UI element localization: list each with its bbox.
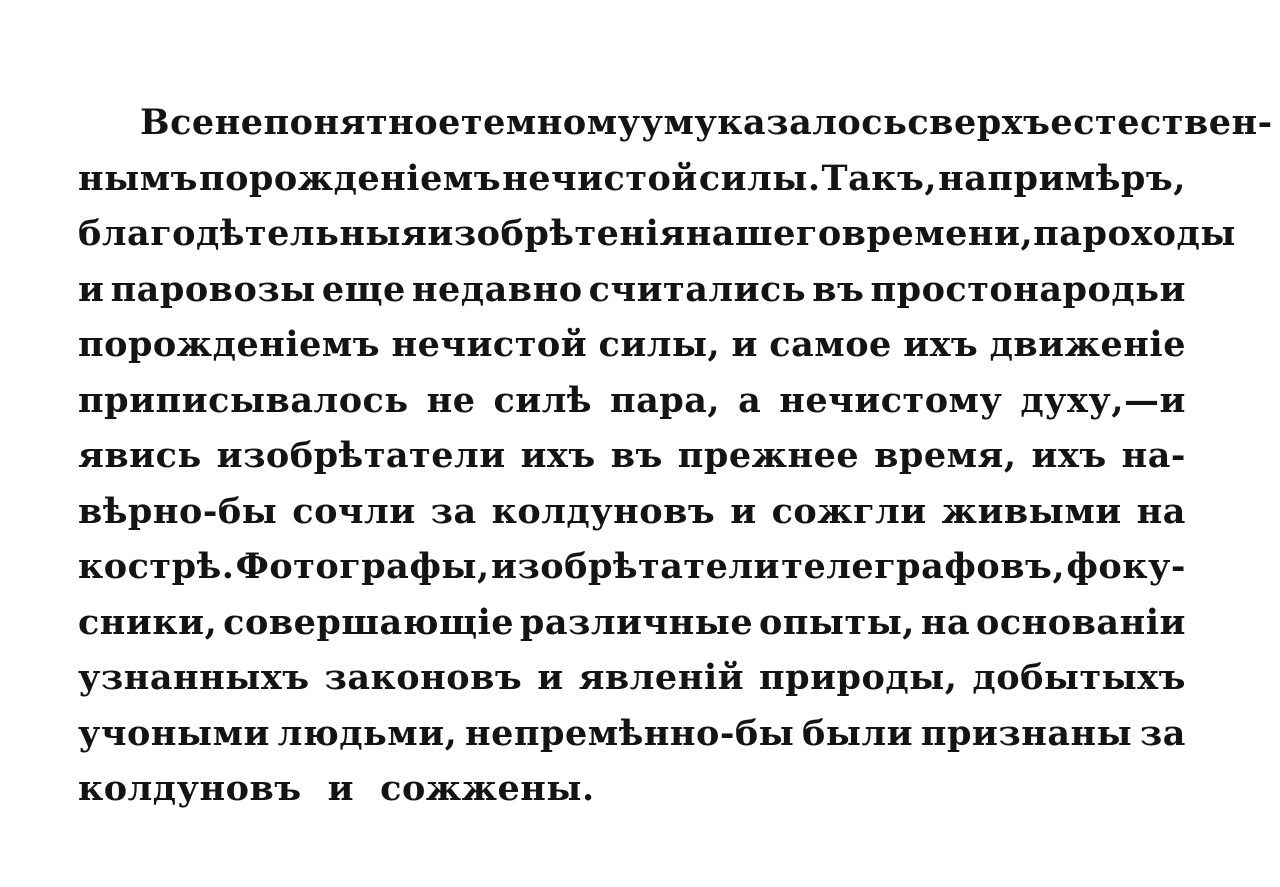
- word: уму: [640, 102, 718, 143]
- word: Такъ,: [821, 157, 938, 199]
- word: нечистой: [391, 324, 588, 365]
- word: въ: [610, 435, 663, 476]
- word: казалось: [717, 102, 908, 143]
- word: время,: [874, 435, 1017, 476]
- text-line: [78, 151, 1186, 207]
- text-line: [78, 317, 1186, 373]
- word: явись: [78, 435, 202, 476]
- word: изобрѣтатели: [216, 435, 506, 476]
- word: фоку-: [1066, 546, 1186, 587]
- word: колдуновъ: [491, 490, 716, 532]
- word: нашего: [685, 213, 842, 254]
- word: силы.: [698, 157, 821, 199]
- word: узнанныхъ: [78, 657, 310, 698]
- word: сожжены.: [380, 768, 595, 809]
- text-line: [78, 262, 1186, 318]
- word: телеграфовъ,: [781, 546, 1066, 587]
- word: кострѣ.: [78, 546, 235, 587]
- word: въ: [812, 268, 865, 310]
- word: и: [730, 490, 757, 532]
- word: за: [1139, 712, 1186, 754]
- word: недавно: [411, 268, 583, 310]
- word: темному: [460, 102, 641, 143]
- word: на: [920, 601, 971, 643]
- word: порожденіемъ: [198, 157, 502, 199]
- word: ихъ: [1031, 435, 1107, 476]
- word: и: [78, 268, 105, 310]
- word: простонародьи: [870, 268, 1186, 310]
- word: на-: [1121, 435, 1186, 476]
- word: нечистому: [779, 379, 1003, 421]
- text-line: [78, 206, 1236, 262]
- word: явленій: [578, 657, 745, 698]
- word: времени,: [841, 213, 1034, 254]
- word: пароходы: [1033, 213, 1236, 254]
- word: ихъ: [903, 324, 979, 365]
- word: природы,: [759, 657, 958, 698]
- word: движеніе: [989, 324, 1186, 365]
- word: учоными: [78, 712, 270, 754]
- word: сверхъестествен-: [907, 102, 1273, 143]
- word: считались: [588, 268, 807, 310]
- text-line: [78, 484, 1186, 540]
- word: законовъ: [324, 657, 523, 698]
- word: вѣрно-бы: [78, 490, 278, 532]
- text-line: [78, 650, 1186, 706]
- word: порожденіемъ: [78, 324, 381, 365]
- word: на: [1136, 490, 1186, 532]
- word: изобрѣтатели: [490, 546, 781, 587]
- text-line: [78, 595, 1186, 651]
- word: не: [426, 379, 476, 421]
- word: и: [537, 657, 564, 698]
- word: были: [802, 712, 914, 754]
- word: основаніи: [975, 601, 1186, 643]
- word: и: [327, 768, 355, 809]
- text-line: [78, 761, 1186, 817]
- word: силы,: [598, 324, 721, 365]
- word: людьми,: [277, 712, 458, 754]
- word: еще: [321, 268, 406, 310]
- word: духу,—и: [1020, 379, 1186, 421]
- word: за: [430, 490, 477, 532]
- word: Фотографы,: [235, 546, 490, 587]
- word: сожгли: [771, 490, 927, 532]
- word: признаны: [920, 712, 1133, 754]
- word: опыты,: [758, 601, 915, 643]
- word: и: [731, 324, 758, 365]
- word: непремѣнно-бы: [465, 712, 795, 754]
- word: пара,: [609, 379, 721, 421]
- word: самое: [769, 324, 892, 365]
- text-line: [78, 706, 1186, 762]
- word: Все: [140, 102, 215, 143]
- word: сники,: [78, 601, 218, 643]
- word: паровозы: [110, 268, 316, 310]
- text-line: [78, 95, 1273, 151]
- word: напримѣръ,: [938, 157, 1186, 199]
- text-line: [78, 428, 1186, 484]
- word: нечистой: [502, 157, 698, 199]
- text-line: [78, 539, 1186, 595]
- text-line: [78, 373, 1186, 429]
- word: приписывалось: [78, 379, 409, 421]
- word: изобрѣтенія: [427, 213, 686, 254]
- word: колдуновъ: [78, 768, 302, 809]
- paragraph: [78, 95, 1273, 817]
- word: различные: [519, 601, 754, 643]
- word: а: [738, 379, 762, 421]
- word: живыми: [941, 490, 1122, 532]
- word: благодѣтельныя: [78, 213, 428, 254]
- word: силѣ: [493, 379, 592, 421]
- word: нымъ: [78, 157, 198, 199]
- word: сочли: [292, 490, 416, 532]
- word: прежнее: [677, 435, 860, 476]
- word: совершающіе: [223, 601, 515, 643]
- word: ихъ: [520, 435, 596, 476]
- word: непонятное: [214, 102, 461, 143]
- word: добытыхъ: [972, 657, 1186, 698]
